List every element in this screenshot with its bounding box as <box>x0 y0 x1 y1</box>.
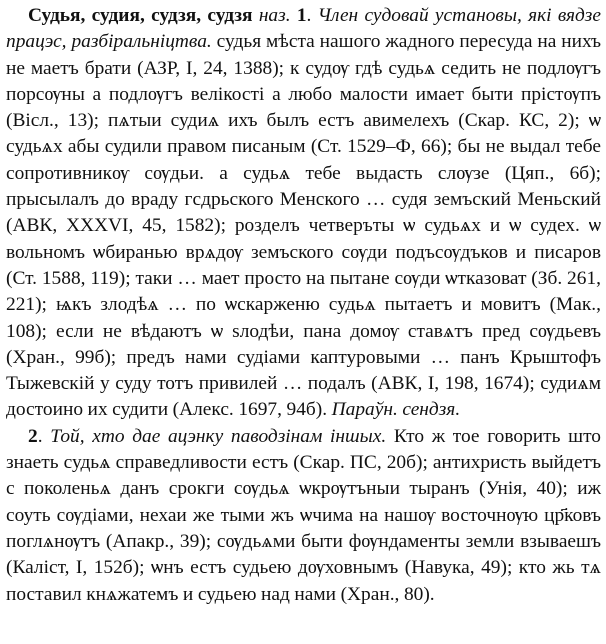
sense-1-citations: судья мѣста нашого жадного пересуда на нихъ не маетъ брати (АЗР, I, 24, 1388); к судѹ гдѣ судьѧ седить не подлѹгъ порсѹны а подлѹгъ велікості а любо малости имает быти прістѹпъ (Вісл., 13); пѧтыи судиѧ ихъ былъ естъ авимелехъ (Скар. КС, 2); ѡ судьѧх абы судили правом писаным (Ст. 1529–Ф, 66); бы не выдал тебе сопротивникѹ сѹдьи. а судьѧ тебе выдасть слѹзе (Цяп., 6б); прысылалъ до враду гсдрьского Менского … судя земъский Меньский (АВК, XXXVI, 45, 1582); розделъ четверъты ѡ судьѧх и ѡ судех. ѡ вольномъ ѡбиранью врѧдѹ земъского сѹди подъсѹдъков и писаров (Ст. 1588, 119); таки … мает просто на пытане сѹди ѡтказоват (Зб. 261, 221); ѩкъ злодѣѧ … по ѡскарженю судьѧ пытаетъ и мовитъ (Мак., 108); если не вѣдаютъ ѡ ѕлодѣи, пана домѹ ставѧтъ пред сѹдьевъ (Хран., 99б); предъ нами судіами каптуровыми … панъ Крыштофъ Тыжевскій у суду тотъ привилей … подалъ (АВК, I, 198, 1674); судиѧм достоино их судити (Алекс. 1697, 94б). <box>6 31 601 421</box>
sense-1-number: 1 <box>296 5 307 26</box>
headword: Судья, судия, судзя, судзя <box>28 5 253 26</box>
sense-1-synonym: Параўн. сендзя. <box>331 399 461 421</box>
sense-1-paragraph: Судья, судия, судзя, судзя наз. 1. Член судовай установы, які вядзе працэс, разбіральніцтва. судья мѣста нашого жадного пересуда на нихъ не маетъ брати (АЗР, I, 24, 1388); к судѹ гдѣ судьѧ седить не подлѹгъ порсѹны а подлѹгъ велікості а любо малости имает быти прістѹпъ (Вісл., 13); пѧтыи судиѧ ихъ былъ естъ авимелехъ (Скар. КС, 2); ѡ судьѧх абы судили правом писаным (Ст. 1529–Ф, 66); бы не выдал тебе сопротивникѹ сѹдьи. а судьѧ тебе выдасть слѹзе (Цяп., 6б); прысылалъ до враду гсдрьского Менского … судя земъский Меньский (АВК, XXXVI, 45, 1582); розделъ четверъты ѡ судьѧх и ѡ судех. ѡ вольномъ ѡбиранью врѧдѹ земъского сѹди подъсѹдъков и писаров (Ст. 1588, 119); таки … мает просто на пытане сѹди ѡтказоват (Зб. 261, 221); ѩкъ злодѣѧ … по ѡскарженю судьѧ пытаетъ и мовитъ (Мак., 108); если не вѣдаютъ ѡ ѕлодѣи, пана домѹ ставѧтъ пред сѹдьевъ (Хран., 99б); предъ нами судіами каптуровыми … панъ Крыштофъ Тыжевскій у суду тотъ привилей … подалъ (АВК, I, 198, 1674); судиѧм достоино их судити (Алекс. 1697, 94б). Параўн. сендзя. <box>6 5 601 421</box>
sense-2-definition: Той, хто дае ацэнку паводзінам іншых. <box>50 425 387 447</box>
sense-1-definition: Член судовай установы, які вядзе працэс, разбіральніцтва. <box>6 5 601 53</box>
sense-2-number: 2 <box>28 425 38 447</box>
sense-2-paragraph: 2. Той, хто дае ацэнку паводзінам іншых. Кто ж тое говорить што знаеть судьѧ справедливости естъ (Скар. ПС, 20б); антихристь выйдетъ с поколеньѧ данъ срокги сѹдьѧ ѡкрѹтъныи тыранъ (Унія, 40); иж соуть сѹдіами, нехаи же тыми жъ ѡчима на нашѹ восточнѹю цр҃ковъ поглѧнѹтъ (Апакр., 39); сѹдьѧми быти фѹндаменты земли взываешъ (Каліст, I, 152б); ѡнъ естъ судьею дѹховнымъ (Навука, 49); кто жь тѧ поставил кнѧжатемъ и судьею над нами (Хран., 80). <box>6 425 601 605</box>
sense-2-citations: Кто ж тое говорить што знаеть судьѧ справедливости естъ (Скар. ПС, 20б); антихристь выйдетъ с поколеньѧ данъ срокги сѹдьѧ ѡкрѹтъныи тыранъ (Унія, 40); иж соуть сѹдіами, нехаи же тыми жъ ѡчима на нашѹ восточнѹю цр҃ковъ поглѧнѹтъ (Апакр., 39); сѹдьѧми быти фѹндаменты земли взываешъ (Каліст, I, 152б); ѡнъ естъ судьею дѹховнымъ (Навука, 49); кто жь тѧ поставил кнѧжатемъ и судьею над нами (Хран., 80). <box>6 425 601 605</box>
grammar-label: наз. <box>258 5 291 26</box>
